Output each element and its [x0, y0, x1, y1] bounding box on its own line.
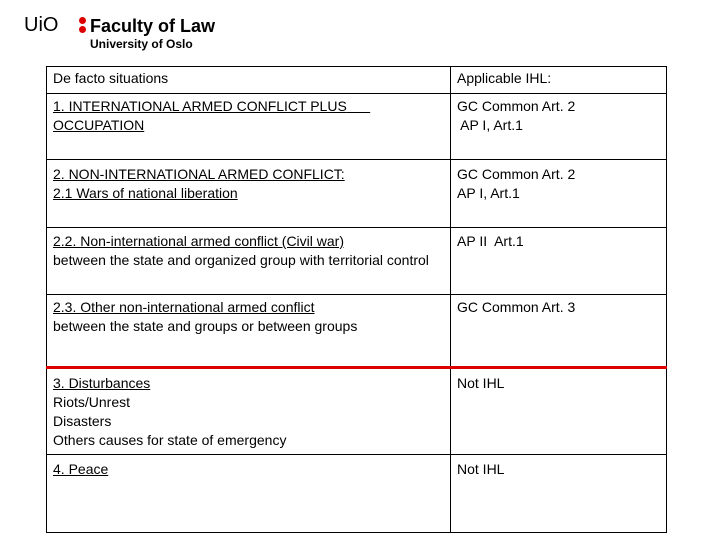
situation-line: between the state and groups or between groups: [53, 318, 358, 334]
situation-line: Riots/Unrest: [53, 394, 131, 410]
ihl-line: GC Common Art. 3: [457, 299, 576, 315]
ihl-cell: [451, 228, 667, 295]
situation-line: 2.1 Wars of national liberation: [53, 185, 238, 201]
university-name: University of Oslo: [90, 37, 193, 51]
ihl-cell: [451, 94, 667, 160]
situation-title: 2.3. Other non-international armed conflict: [53, 299, 315, 315]
situation-cell: [47, 455, 451, 533]
ihl-line: Not IHL: [457, 461, 505, 477]
situation-cell: [47, 94, 451, 160]
table-row: [47, 160, 667, 228]
table-row: [47, 295, 667, 368]
situation-title: 4. Peace: [53, 461, 109, 477]
ihl-line: AP I, Art.1: [457, 117, 523, 133]
col-header-ihl: Applicable IHL:: [451, 67, 667, 94]
situation-cell: [47, 160, 451, 228]
col-header-situations: De facto situations: [47, 67, 451, 94]
ihl-line: AP II Art.1: [457, 233, 524, 249]
table-row: [47, 455, 667, 533]
situation-title: 2.2. Non-international armed conflict (Civil war): [53, 233, 344, 249]
situation-line: between the state and organized group with territorial control: [53, 252, 429, 268]
table-row: [47, 94, 667, 160]
faculty-name: Faculty of Law: [90, 16, 216, 36]
table-header-row: [47, 67, 667, 94]
ihl-line: AP I, Art.1: [457, 185, 520, 201]
ihl-cell: [451, 368, 667, 455]
ihl-line: GC Common Art. 2: [457, 166, 576, 182]
ihl-cell: [451, 455, 667, 533]
uio-dots-icon: [79, 17, 87, 33]
ihl-cell: [451, 295, 667, 368]
situation-title: 3. Disturbances: [53, 375, 151, 391]
ihl-line: GC Common Art. 2: [457, 98, 576, 114]
uio-wordmark: UiO: [24, 14, 59, 36]
situation-title: 2. NON-INTERNATIONAL ARMED CONFLICT:: [53, 166, 345, 182]
situation-cell: [47, 368, 451, 455]
situation-line: Disasters: [53, 413, 112, 429]
situation-title: 1. INTERNATIONAL ARMED CONFLICT PLUS OCCUPATION: [53, 98, 371, 133]
table-row: [47, 368, 667, 455]
situation-cell: [47, 295, 451, 368]
ihl-table: [46, 66, 667, 533]
ihl-cell: [451, 160, 667, 228]
situation-line: Others causes for state of emergency: [53, 432, 287, 448]
ihl-line: Not IHL: [457, 375, 505, 391]
table-row: [47, 228, 667, 295]
situation-cell: [47, 228, 451, 295]
